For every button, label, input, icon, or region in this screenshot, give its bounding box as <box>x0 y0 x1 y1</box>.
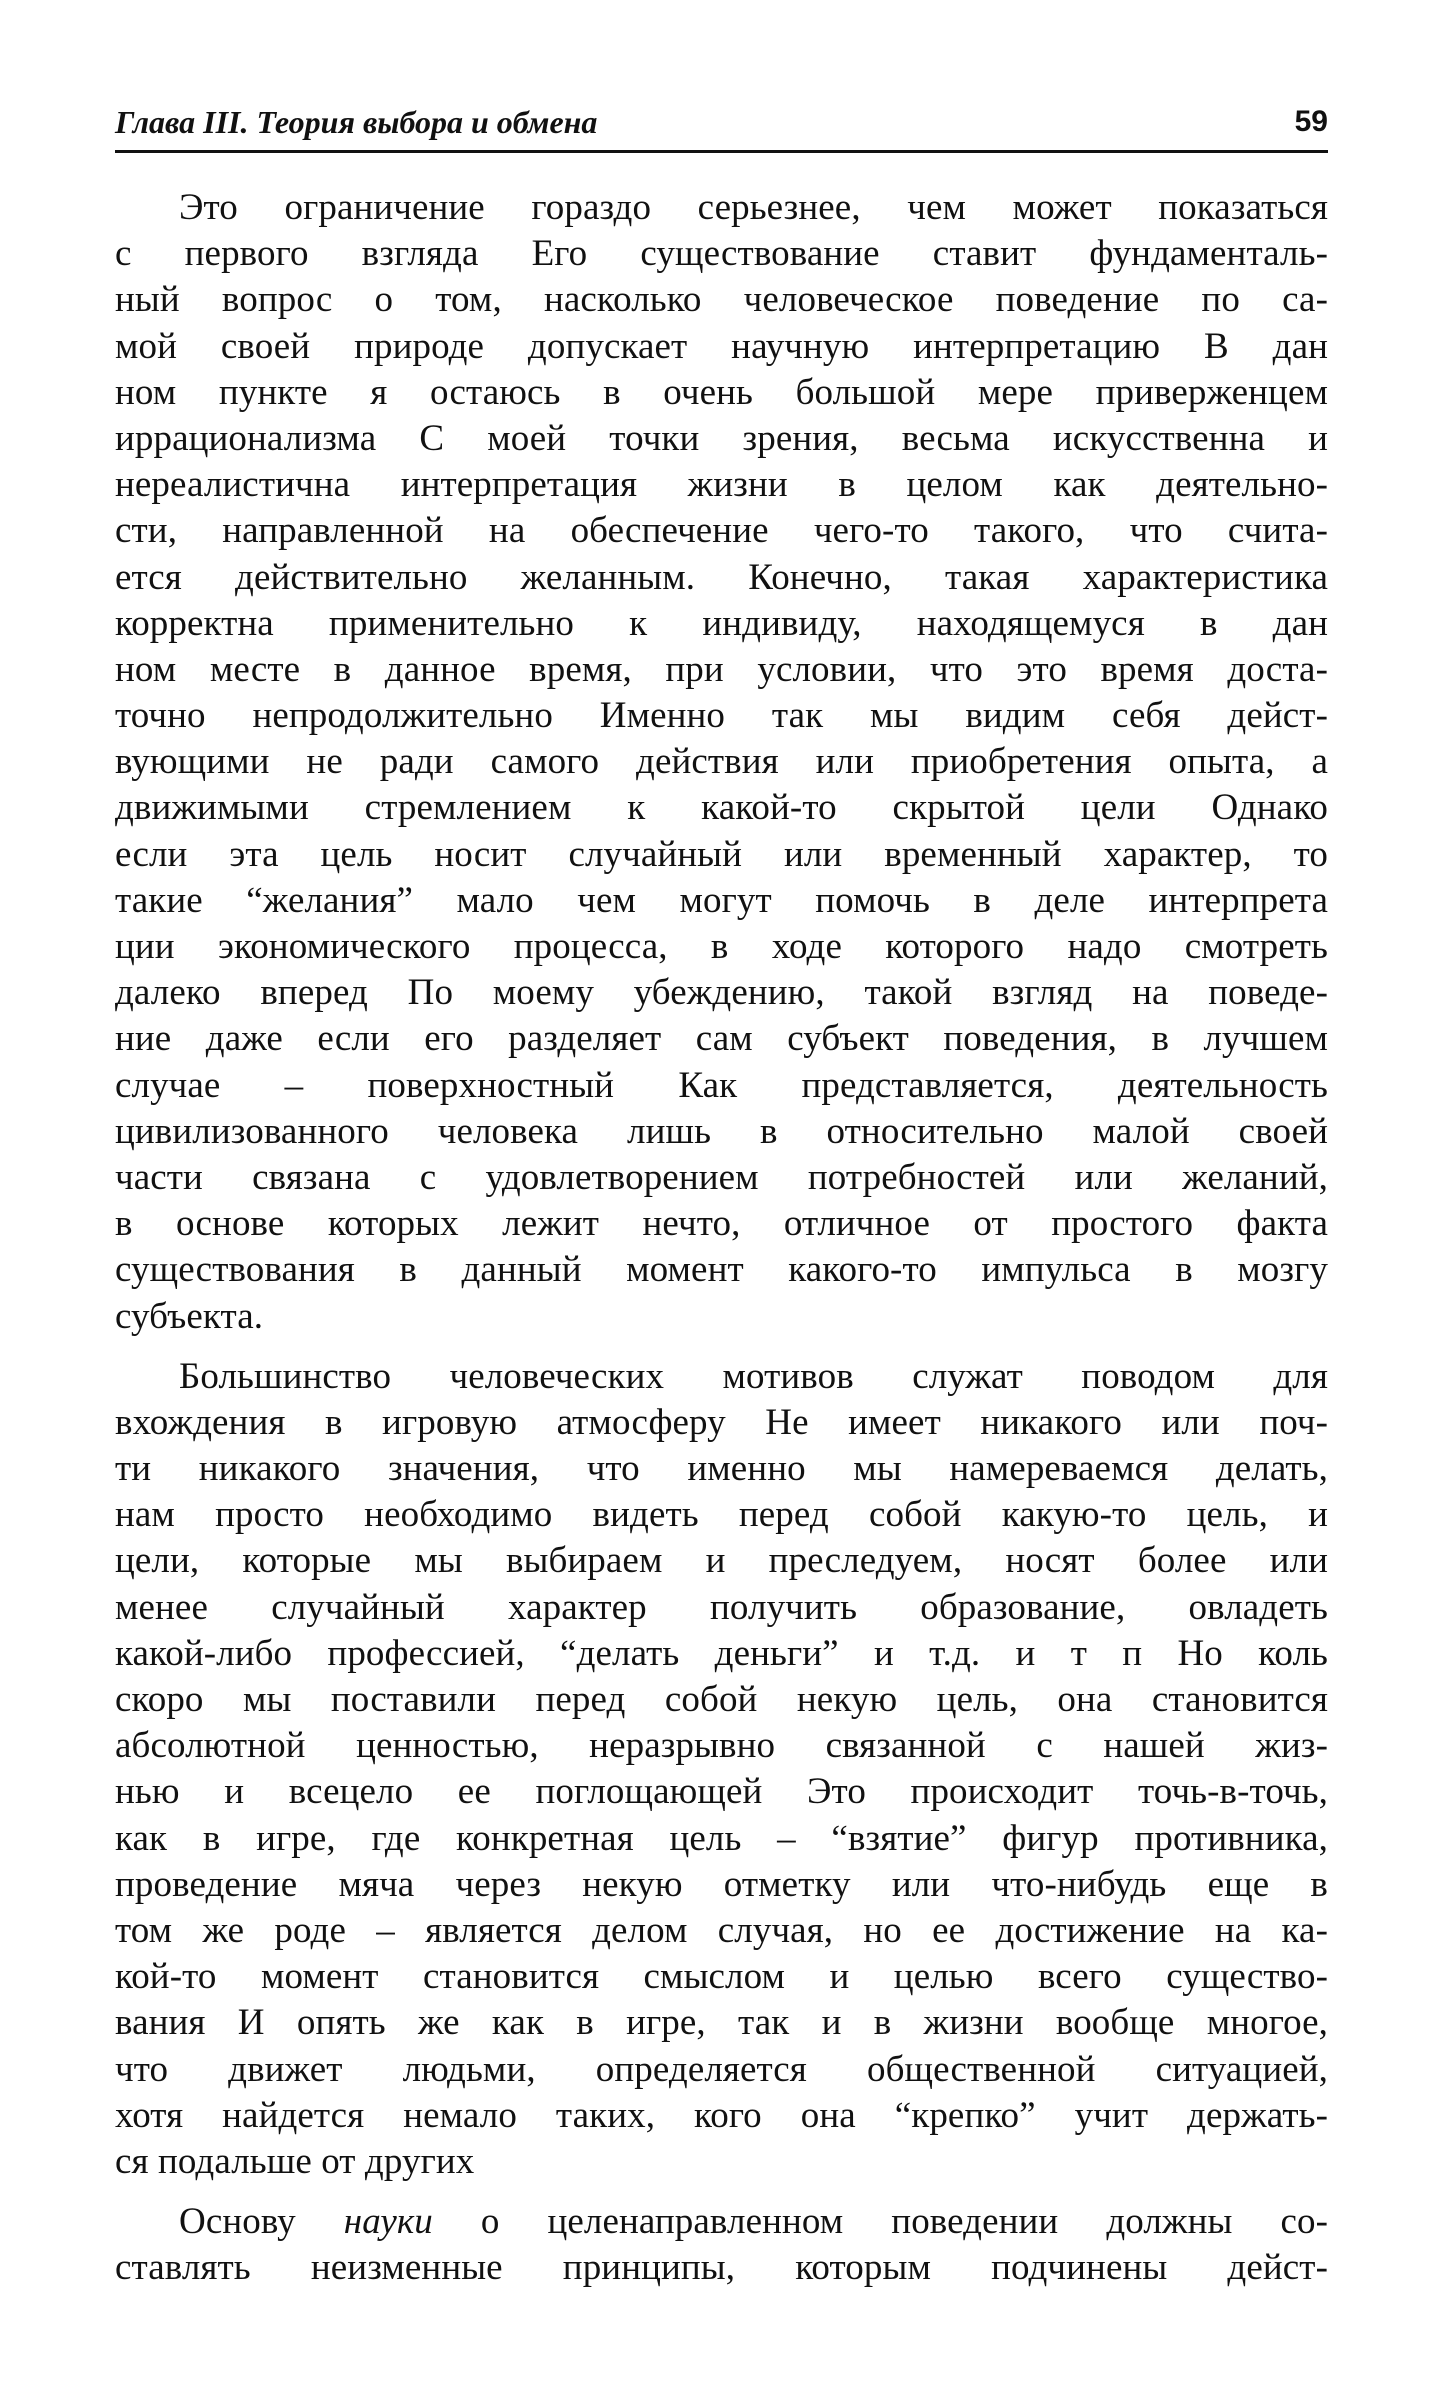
text-line: том же роде – является делом случая, но ее достижение на ка- <box>115 1909 1328 1951</box>
text-line: с первого взгляда Его существование ставит фундаменталь- <box>115 233 1328 275</box>
text-line: далеко вперед По моему убеждению, такой взгляд на поведе- <box>115 972 1328 1014</box>
italic-term: науки <box>343 2201 433 2243</box>
text-line: ном пункте я остаюсь в очень большой мере приверженцем <box>115 371 1328 413</box>
running-title: Глава III. Теория выбора и обмена <box>115 104 598 140</box>
text-line: такие “желания” мало чем могут помочь в деле интерпрета <box>115 879 1328 921</box>
text-line: иррационализма С моей точки зрения, весьма искусственна и <box>115 417 1328 459</box>
text-line: субъекта. <box>115 1295 264 1337</box>
text-line: движимыми стремлением к какой-то скрытой цели Однако <box>115 787 1328 829</box>
text-line: абсолютной ценностью, неразрывно связанной с нашей жиз- <box>115 1725 1328 1767</box>
text-line: нереалистична интерпретация жизни в целом как деятельно- <box>115 464 1328 506</box>
paragraph-1 <box>115 185 1328 1340</box>
text-line: Это ограничение гораздо серьезнее, чем может показаться <box>179 187 1328 228</box>
text-fragment: о целенаправленном поведении должны со- <box>432 2201 1328 2243</box>
text-fragment: Основу <box>179 2201 344 2243</box>
text-line: мой своей природе допускает научную интерпретацию В дан <box>115 325 1328 367</box>
text-line: цели, которые мы выбираем и преследуем, носят более или <box>115 1540 1328 1582</box>
text-line: части связана с удовлетворением потребностей или желаний, <box>115 1156 1328 1198</box>
text-line: ется действительно желанным. Конечно, такая характеристика <box>115 556 1328 598</box>
text-line: скоро мы поставили перед собой некую цель, она становится <box>115 1679 1328 1720</box>
text-line: случае – поверхностный Как представляется, деятельность <box>115 1064 1328 1106</box>
text-line: нью и всецело ее поглощающей Это происходит точь-в-точь, <box>115 1771 1328 1813</box>
text-line: вхождения в игровую атмосферу Не имеет никакого или поч- <box>115 1401 1328 1443</box>
text-line: Большинство человеческих мотивов служат поводом для <box>179 1355 1328 1397</box>
text-line: что движет людьми, определяется общественной ситуацией, <box>115 2048 1328 2090</box>
paragraph-gap <box>115 2185 1328 2199</box>
text-line: хотя найдется немало таких, кого она “крепко” учит держать- <box>115 2094 1328 2136</box>
text-line: цивилизованного человека лишь в относительно малой своей <box>115 1110 1328 1152</box>
text-line: как в игре, где конкретная цель – “взятие” фигур противника, <box>115 1817 1328 1859</box>
text-line: проведение мяча через некую отметку или что-нибудь еще в <box>115 1863 1328 1905</box>
text-line: корректна применительно к индивиду, находящемуся в дан <box>115 602 1328 644</box>
text-line: нам просто необходимо видеть перед собой какую-то цель, и <box>115 1494 1328 1536</box>
text-line: кой-то момент становится смыслом и целью всего существо- <box>115 1956 1328 1998</box>
text-line: ции экономического процесса, в ходе которого надо смотреть <box>115 926 1328 967</box>
text-line: точно непродолжительно Именно так мы видим себя дейст- <box>115 695 1328 737</box>
text-line: вания И опять же как в игре, так и в жизни вообще многое, <box>115 2002 1328 2044</box>
text-line: существования в данный момент какого-то импульса в мозгу <box>115 1249 1328 1291</box>
text-line: ние даже если его разделяет сам субъект поведения, в лучшем <box>115 1018 1328 1060</box>
text-line: если эта цель носит случайный или временный характер, то <box>115 833 1328 875</box>
text-line: ном месте в данное время, при условии, что это время доста- <box>115 648 1328 690</box>
text-line: ся подальше от других <box>115 2140 475 2182</box>
text-line: ставлять неизменные принципы, которым подчинены дейст- <box>115 2247 1328 2289</box>
text-line: сти, направленной на обеспечение чего-то такого, что счита- <box>115 510 1328 552</box>
page-number: 59 <box>1294 105 1328 138</box>
text-line: какой-либо профессией, “делать деньги” и т.д. и т п Но коль <box>115 1632 1328 1674</box>
body-text <box>115 185 1328 2291</box>
paragraph-gap <box>115 1340 1328 1354</box>
text-line: ти никакого значения, что именно мы намереваемся делать, <box>115 1448 1328 1490</box>
page-header <box>115 100 1328 150</box>
text-line: ный вопрос о том, насколько человеческое поведение по са- <box>115 279 1328 321</box>
text-line <box>115 2199 1328 2245</box>
text-line: вующими не ради самого действия или приобретения опыта, а <box>115 741 1328 783</box>
paragraph-2 <box>115 1354 1328 2185</box>
header-rule <box>115 150 1328 153</box>
text-line: в основе которых лежит нечто, отличное от простого факта <box>115 1203 1328 1245</box>
text-line: менее случайный характер получить образование, овладеть <box>115 1586 1328 1628</box>
paragraph-3 <box>115 2199 1328 2291</box>
